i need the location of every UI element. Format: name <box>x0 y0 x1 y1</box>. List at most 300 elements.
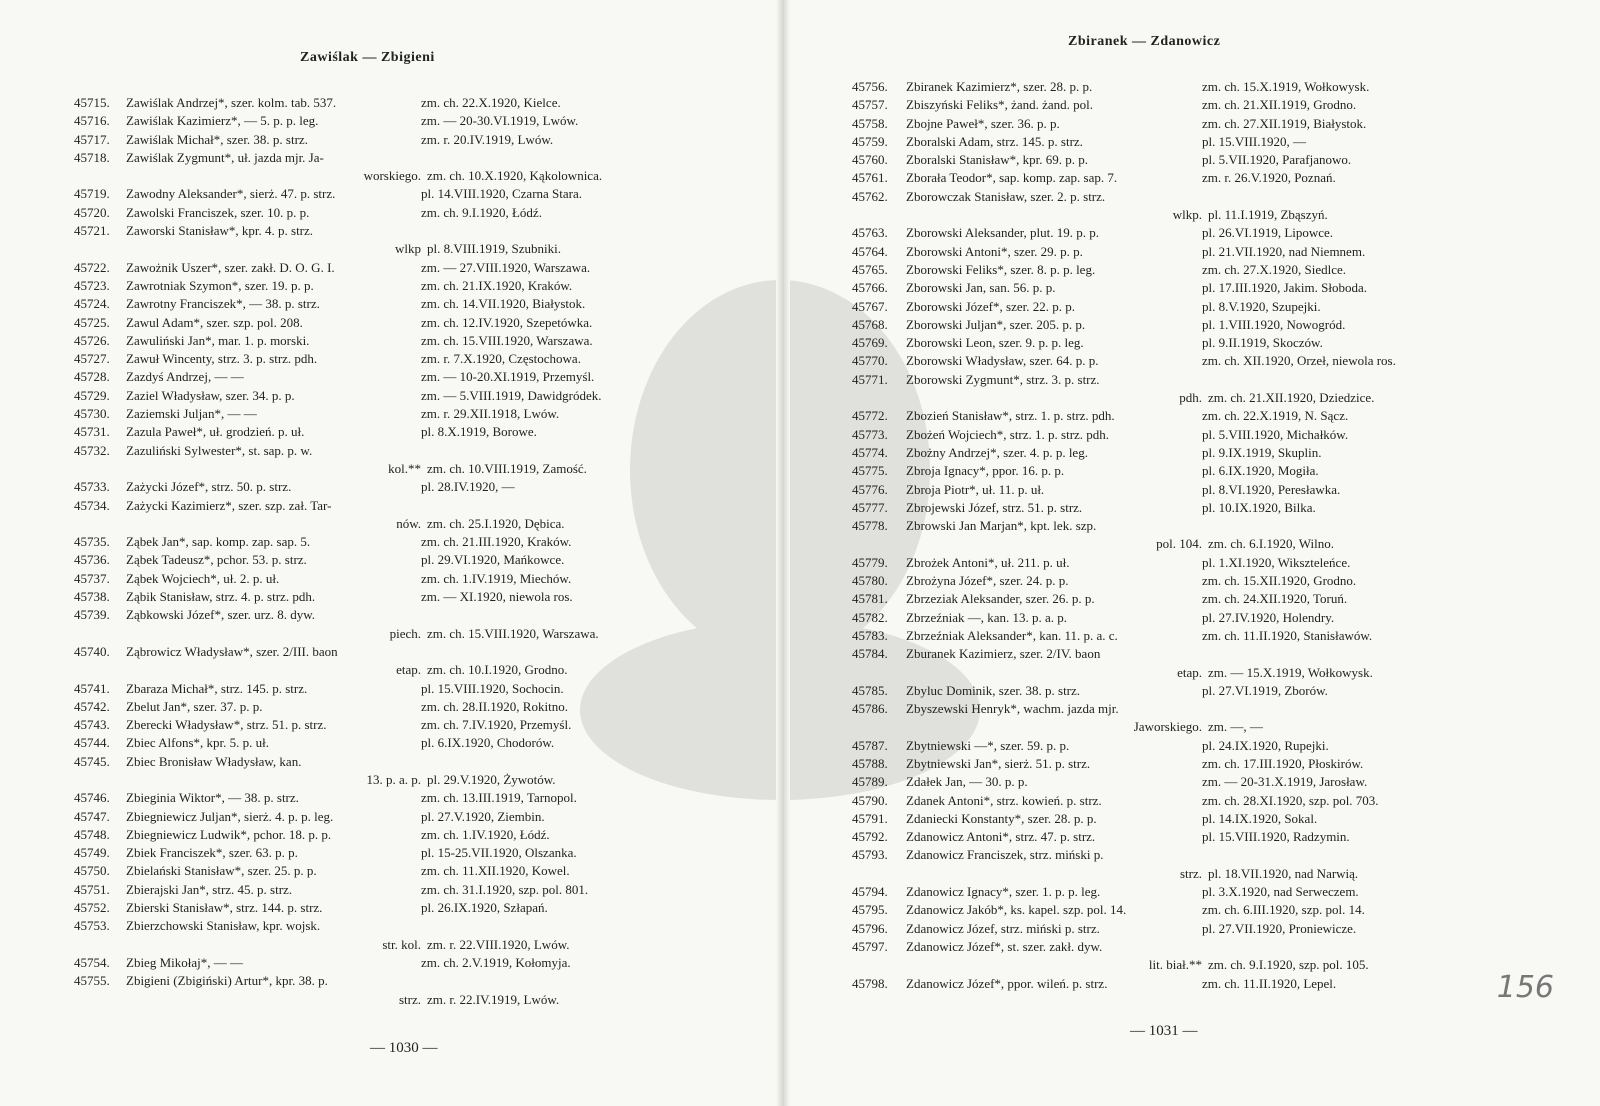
entry-details: zm. ch. 11.II.1920, Stanisławów. <box>1202 627 1373 643</box>
entry-number: 45726. <box>74 332 110 348</box>
entry-number: 45778. <box>852 518 888 534</box>
entry-name: Zbozień Stanisław*, strz. 1. p. strz. pdh. <box>906 408 1115 424</box>
entry-number: 45756. <box>852 79 888 94</box>
entry-name-continued: strz. <box>1179 865 1202 881</box>
entry-details: zm. ch. 14.VII.1920, Białystok. <box>421 296 586 312</box>
entry-name-continued: piech. <box>389 625 421 641</box>
entry-details: zm. ch. 24.XII.1920, Toruń. <box>1202 591 1348 607</box>
entry-name: Zawiślak Andrzej*, szer. kolm. tab. 537. <box>126 95 337 110</box>
entry-row <box>852 627 1396 645</box>
entry-name-continued: kol.** <box>388 460 421 476</box>
entry-name-continued: worskiego. <box>363 168 421 184</box>
entry-continuation <box>852 664 1396 682</box>
entry-row <box>852 773 1396 791</box>
entry-row <box>852 78 1396 96</box>
entry-details: zm. ch. 15.VIII.1920, Warszawa. <box>421 332 593 348</box>
entry-list <box>74 94 602 1009</box>
entry-name: Zbrzeźniak Aleksander*, kan. 11. p. a. c. <box>906 627 1118 643</box>
entry-row <box>852 920 1396 938</box>
entry-number: 45719. <box>74 186 110 202</box>
entry-name: Zbigieni (Zbigiński) Artur*, kpr. 38. p. <box>126 973 328 989</box>
entry-name: Zberecki Władysław*, strz. 51. p. strz. <box>126 717 327 733</box>
entry-number: 45734. <box>74 497 110 513</box>
entry-row <box>852 462 1396 480</box>
entry-details: pl. 14.IX.1920, Sokal. <box>1202 810 1318 826</box>
entry-number: 45718. <box>74 149 110 165</box>
entry-number: 45747. <box>74 808 110 824</box>
entry-name: Zboralski Adam, strz. 145. p. strz. <box>906 133 1083 149</box>
pencil-note: 156 <box>1496 970 1554 1005</box>
entry-name-continued: pdh. <box>1179 390 1202 406</box>
entry-details: pl. 9.IX.1919, Skuplin. <box>1202 444 1322 460</box>
entry-continuation <box>74 991 602 1009</box>
entry-details: zm. ch. 28.II.1920, Rokitno. <box>421 698 568 714</box>
entry-row <box>74 295 602 313</box>
entry-name-continued: lit. biał.** <box>1148 957 1202 973</box>
entry-details: zm. ch. 17.III.1920, Płoskirów. <box>1202 755 1364 771</box>
entry-details: zm. — 10-20.XI.1919, Przemyśl. <box>421 369 595 385</box>
entry-row <box>74 917 602 935</box>
entry-row <box>852 188 1396 206</box>
entry-row <box>74 698 602 716</box>
entry-name-continued: str. kol. <box>382 936 421 952</box>
entry-row <box>74 533 602 551</box>
entry-number: 45789. <box>852 774 888 790</box>
entry-row <box>74 405 602 423</box>
entry-name: Zawolski Franciszek, szer. 10. p. p. <box>126 204 310 220</box>
entry-details: zm. — 20-30.VI.1919, Lwów. <box>421 113 579 129</box>
entry-row <box>852 846 1396 864</box>
entry-number: 45759. <box>852 133 888 149</box>
page-number: — 1031 — <box>1130 1023 1198 1039</box>
entry-name: Zdałek Jan, — 30. p. p. <box>906 774 1028 790</box>
entry-number: 45746. <box>74 790 110 806</box>
entry-name: Zbrożek Antoni*, uł. 211. p. uł. <box>906 554 1070 570</box>
entry-number: 45766. <box>852 280 888 296</box>
entry-name-continued: strz. <box>398 991 421 1007</box>
entry-details: pl. 17.III.1920, Jakim. Słoboda. <box>1202 280 1368 296</box>
entry-number: 45782. <box>852 609 888 625</box>
entry-number: 45751. <box>74 881 110 897</box>
entry-name: Zawul Adam*, szer. szp. pol. 208. <box>126 314 303 330</box>
entry-details: zm. ch. 11.XII.1920, Kowel. <box>421 863 570 879</box>
entry-name: Zbrożyna Józef*, szer. 24. p. p. <box>906 573 1069 589</box>
entry-details: pl. 6.IX.1920, Chodorów. <box>421 735 555 751</box>
entry-name: Zawożnik Uszer*, szer. zakł. D. O. G. I. <box>126 259 335 275</box>
entry-details: zm. ch. 1.IV.1920, Łódź. <box>421 826 550 842</box>
entry-number: 45785. <box>852 682 888 698</box>
entry-name: Ząbek Jan*, sap. komp. zap. sap. 5. <box>126 534 311 550</box>
entry-number: 45777. <box>852 499 888 515</box>
entry-row <box>74 808 602 826</box>
entry-row <box>852 517 1396 535</box>
entry-details: zm. ch. 21.IX.1920, Kraków. <box>421 277 573 293</box>
entry-number: 45730. <box>74 406 110 422</box>
entry-row <box>852 901 1396 919</box>
entry-row <box>852 426 1396 444</box>
entry-number: 45725. <box>74 314 110 330</box>
entry-name: Zborała Teodor*, sap. komp. zap. sap. 7. <box>906 170 1118 186</box>
entry-row <box>74 442 602 460</box>
entry-number: 45755. <box>74 973 110 989</box>
entry-row <box>852 737 1396 755</box>
entry-details: pl. 3.X.1920, nad Serweczem. <box>1202 884 1359 900</box>
entry-details: zm. ch. 6.III.1920, szp. pol. 14. <box>1202 902 1365 918</box>
entry-details: zm. ch. 21.XII.1919, Grodno. <box>1202 97 1357 113</box>
entry-name: Zdanowicz Józef, strz. miński p. strz. <box>906 920 1100 936</box>
entry-name-continued: wlkp. <box>1172 207 1202 223</box>
entry-details: zm. ch. 15.X.1919, Wołkowysk. <box>1202 79 1370 94</box>
entry-details: zm. r. 29.XII.1918, Lwów. <box>421 406 560 422</box>
entry-number: 45765. <box>852 261 888 277</box>
entry-name: Zażycki Kazimierz*, szer. szp. zał. Tar- <box>126 497 332 513</box>
entry-details: zm. — 5.VIII.1919, Dawidgródek. <box>421 387 602 403</box>
entry-name: Zaziemski Juljan*, — — <box>126 406 257 422</box>
entry-name: Zbelut Jan*, szer. 37. p. p. <box>126 698 263 714</box>
entry-name: Zdanowicz Józef*, ppor. wileń. p. strz. <box>906 975 1108 991</box>
entry-details: zm. — 15.X.1919, Wołkowysk. <box>1208 664 1373 680</box>
entry-details: zm. ch. 27.XII.1919, Białystok. <box>1202 115 1367 131</box>
entry-name-continued: nów. <box>396 515 421 531</box>
right-page <box>790 0 1600 1106</box>
entry-name: Ząbik Stanisław, strz. 4. p. strz. pdh. <box>126 589 316 605</box>
entry-details: zm. ch. 11.II.1920, Lepel. <box>1202 975 1337 991</box>
entry-name: Zazuliński Sylwester*, st. sap. p. w. <box>126 442 313 458</box>
entry-number: 45784. <box>852 646 888 662</box>
entry-details: pl. 5.VIII.1920, Michałków. <box>1202 426 1349 442</box>
entry-number: 45733. <box>74 479 110 495</box>
entry-number: 45735. <box>74 534 110 550</box>
entry-row <box>74 94 602 112</box>
entry-row <box>74 844 602 862</box>
entry-number: 45763. <box>852 225 888 241</box>
entry-number: 45797. <box>852 938 888 954</box>
entry-row <box>74 185 602 203</box>
entry-number: 45743. <box>74 717 110 733</box>
entry-details: zm. ch. 25.I.1920, Dębica. <box>427 515 565 531</box>
entry-number: 45779. <box>852 554 888 570</box>
entry-details: zm. r. 22.IV.1919, Lwów. <box>427 991 560 1007</box>
entry-row <box>852 96 1396 114</box>
entry-number: 45742. <box>74 698 110 714</box>
entry-details: zm. ch. 13.III.1919, Tarnopol. <box>421 790 577 806</box>
entry-row <box>74 680 602 698</box>
entry-details: zm. ch. 10.VIII.1919, Zamość. <box>427 460 587 476</box>
entry-row <box>74 222 602 240</box>
entry-number: 45731. <box>74 424 110 440</box>
entry-row <box>852 883 1396 901</box>
entry-details: pl. 27.IV.1920, Holendry. <box>1202 609 1335 625</box>
entry-number: 45757. <box>852 97 888 113</box>
entry-details: pl. 6.IX.1920, Mogiła. <box>1202 463 1319 479</box>
entry-number: 45762. <box>852 188 888 204</box>
entry-row <box>852 645 1396 663</box>
entry-name: Zbieginia Wiktor*, — 38. p. strz. <box>126 790 299 806</box>
entry-name: Zawiślak Zygmunt*, uł. jazda mjr. Ja- <box>126 149 324 165</box>
entry-row <box>852 481 1396 499</box>
entry-name: Zbierzchowski Stanisław, kpr. wojsk. <box>126 918 321 934</box>
entry-continuation <box>852 535 1396 553</box>
entry-name: Zbojne Paweł*, szer. 36. p. p. <box>906 115 1060 131</box>
entry-name: Zbiranek Kazimierz*, szer. 28. p. p. <box>906 79 1093 94</box>
entry-name: Zbroja Piotr*, uł. 11. p. uł. <box>906 481 1045 497</box>
entry-details: zm. ch. 28.XI.1920, szp. pol. 703. <box>1202 792 1379 808</box>
entry-details: pl. 8.VIII.1919, Szubniki. <box>427 241 561 257</box>
page-header: Zbiranek — Zdanowicz <box>1068 34 1221 49</box>
entry-row <box>74 332 602 350</box>
entry-number: 45724. <box>74 296 110 312</box>
entry-name: Zbożeń Wojciech*, strz. 1. p. strz. pdh. <box>906 426 1110 442</box>
entry-number: 45783. <box>852 627 888 643</box>
entry-details: zm. ch. 12.IV.1920, Szepetówka. <box>421 314 593 330</box>
entry-name: Zborowczak Stanisław, szer. 2. p. strz. <box>906 188 1106 204</box>
entry-row <box>852 755 1396 773</box>
entry-number: 45716. <box>74 113 110 129</box>
entry-row <box>852 115 1396 133</box>
entry-number: 45771. <box>852 371 888 387</box>
entry-name: Zawuł Wincenty, strz. 3. p. strz. pdh. <box>126 351 318 367</box>
entry-name: Zdanowicz Jakób*, ks. kapel. szp. pol. 14. <box>906 902 1127 918</box>
entry-name: Zawrotny Franciszek*, — 38. p. strz. <box>126 296 320 312</box>
entry-details: zm. ch. 22.X.1920, Kielce. <box>421 95 561 110</box>
entry-number: 45753. <box>74 918 110 934</box>
entry-name: Zbyluc Dominik, szer. 38. p. strz. <box>906 682 1081 698</box>
entry-name: Zawuliński Jan*, mar. 1. p. morski. <box>126 332 310 348</box>
entry-number: 45792. <box>852 829 888 845</box>
entry-row <box>852 151 1396 169</box>
entry-details: zm. ch. 31.I.1920, szp. pol. 801. <box>421 881 589 897</box>
entry-details: pl. 15.VIII.1920, — <box>1202 133 1306 149</box>
entry-details: zm. ch. 2.V.1919, Kołomyja. <box>421 954 571 970</box>
entry-continuation <box>852 718 1396 736</box>
entry-name: Zborowski Jan, san. 56. p. p. <box>906 280 1056 296</box>
entry-number: 45758. <box>852 115 888 131</box>
entry-details: pl. 1.VIII.1920, Nowogród. <box>1202 316 1346 332</box>
entry-details: pl. 29.V.1920, Żywotów. <box>427 771 556 787</box>
entry-name: Zdanowicz Józef*, st. szer. zakł. dyw. <box>906 938 1103 954</box>
entry-name: Zdanowicz Ignacy*, szer. 1. p. p. leg. <box>906 884 1101 900</box>
entry-number: 45749. <box>74 845 110 861</box>
entry-name: Zbierski Stanisław*, strz. 144. p. strz. <box>126 900 323 916</box>
entry-row <box>74 259 602 277</box>
entry-row <box>852 590 1396 608</box>
entry-row <box>74 954 602 972</box>
entry-number: 45717. <box>74 131 110 147</box>
entry-name: Zborowski Józef*, szer. 22. p. p. <box>906 298 1075 314</box>
entry-details: zm. ch. 15.VIII.1920, Warszawa. <box>427 625 599 641</box>
entry-number: 45741. <box>74 680 110 696</box>
entry-details: pl. 8.VI.1920, Peresławka. <box>1202 481 1341 497</box>
entry-number: 45787. <box>852 737 888 753</box>
entry-details: pl. 27.V.1920, Ziembin. <box>421 808 545 824</box>
entry-details: zm. ch. 15.XII.1920, Grodno. <box>1202 573 1357 589</box>
entry-name-continued: 13. p. a. p. <box>366 771 421 787</box>
entry-number: 45772. <box>852 408 888 424</box>
entry-continuation <box>852 865 1396 883</box>
entry-row <box>74 899 602 917</box>
entry-row <box>852 352 1396 370</box>
entry-details: pl. 1.XI.1920, Wikszteleńce. <box>1202 554 1351 570</box>
entry-continuation <box>74 771 602 789</box>
entry-number: 45796. <box>852 920 888 936</box>
entry-name-continued: pol. 104. <box>1156 536 1202 552</box>
entry-name: Zbożny Andrzej*, szer. 4. p. p. leg. <box>906 444 1088 460</box>
entry-number: 45761. <box>852 170 888 186</box>
entry-row <box>852 700 1396 718</box>
entry-row <box>74 112 602 130</box>
entry-number: 45795. <box>852 902 888 918</box>
entry-name: Zborowski Władysław, szer. 64. p. p. <box>906 353 1099 369</box>
entry-name: Zbiegniewicz Ludwik*, pchor. 18. p. p. <box>126 826 332 842</box>
entry-number: 45739. <box>74 607 110 623</box>
entry-name: Zdanowicz Franciszek, strz. miński p. <box>906 847 1104 863</box>
entry-name: Zaziel Władysław, szer. 34. p. p. <box>126 387 295 403</box>
entry-number: 45727. <box>74 351 110 367</box>
entry-details: zm. ch. 21.III.1920, Kraków. <box>421 534 572 550</box>
entry-details: zm. ch. 7.IV.1920, Przemyśl. <box>421 717 572 733</box>
entry-details: zm. —, — <box>1208 719 1263 735</box>
entry-name: Zboralski Stanisław*, kpr. 69. p. p. <box>906 152 1088 168</box>
entry-details: zm. r. 7.X.1920, Częstochowa. <box>421 351 581 367</box>
entry-row <box>852 316 1396 334</box>
entry-details: pl. 18.VII.1920, nad Narwią. <box>1208 865 1359 881</box>
entry-details: zm. — 20-31.X.1919, Jarosław. <box>1202 774 1368 790</box>
entry-details: pl. 8.X.1919, Borowe. <box>421 424 537 440</box>
entry-name: Zażycki Józef*, strz. 50. p. strz. <box>126 479 292 495</box>
entry-row <box>74 972 602 990</box>
entry-row <box>74 423 602 441</box>
entry-row <box>74 350 602 368</box>
entry-name: Zbroja Ignacy*, ppor. 16. p. p. <box>906 463 1065 479</box>
entry-name: Zazdyś Andrzej, — — <box>126 369 244 385</box>
entry-number: 45788. <box>852 755 888 771</box>
entry-name: Zborowski Leon, szer. 9. p. p. leg. <box>906 335 1084 351</box>
entry-number: 45737. <box>74 570 110 586</box>
entry-number: 45723. <box>74 277 110 293</box>
entry-row <box>74 387 602 405</box>
entry-name: Zbrzeźniak —, kan. 13. p. a. p. <box>906 609 1068 625</box>
entry-details: pl. 5.VII.1920, Parafjanowo. <box>1202 152 1352 168</box>
entry-row <box>852 371 1396 389</box>
entry-number: 45722. <box>74 259 110 275</box>
entry-row <box>852 133 1396 151</box>
entry-continuation <box>74 625 602 643</box>
entry-number: 45720. <box>74 204 110 220</box>
entry-name: Zburanek Kazimierz, szer. 2/IV. baon <box>906 646 1101 662</box>
entry-row <box>852 938 1396 956</box>
entry-number: 45794. <box>852 884 888 900</box>
entry-number: 45744. <box>74 735 110 751</box>
entry-continuation <box>852 389 1396 407</box>
entry-name: Zborowski Feliks*, szer. 8. p. p. leg. <box>906 261 1096 277</box>
entry-number: 45740. <box>74 643 110 659</box>
entry-list <box>852 78 1396 993</box>
entry-name: Zbiszyński Feliks*, żand. żand. pol. <box>906 97 1094 113</box>
entry-row <box>74 478 602 496</box>
entry-number: 45791. <box>852 810 888 826</box>
entry-row <box>74 277 602 295</box>
entry-name: Zborowski Juljan*, szer. 205. p. p. <box>906 316 1086 332</box>
entry-name: Ząbek Wojciech*, uł. 2. p. uł. <box>126 570 280 586</box>
entry-number: 45773. <box>852 426 888 442</box>
entry-name: Zawiślak Michał*, szer. 38. p. strz. <box>126 131 308 147</box>
entry-name: Zawiślak Kazimierz*, — 5. p. p. leg. <box>126 113 319 129</box>
entry-row <box>852 279 1396 297</box>
entry-details: pl. 28.IV.1920, — <box>421 479 515 495</box>
entry-number: 45768. <box>852 316 888 332</box>
entry-row <box>74 643 602 661</box>
entry-details: pl. 15.VIII.1920, Sochocin. <box>421 680 564 696</box>
entry-row <box>852 975 1396 993</box>
entry-row <box>74 881 602 899</box>
entry-details: zm. ch. 9.I.1920, szp. pol. 105. <box>1208 957 1369 973</box>
entry-number: 45767. <box>852 298 888 314</box>
entry-number: 45781. <box>852 591 888 607</box>
page-number: — 1030 — <box>370 1040 438 1056</box>
entry-row <box>74 588 602 606</box>
entry-continuation <box>74 515 602 533</box>
entry-name: Zbiek Franciszek*, szer. 63. p. p. <box>126 845 298 861</box>
entry-details: zm. r. 22.VIII.1920, Lwów. <box>427 936 570 952</box>
entry-continuation <box>74 460 602 478</box>
entry-number: 45769. <box>852 335 888 351</box>
entry-name: Zbierajski Jan*, strz. 45. p. strz. <box>126 881 293 897</box>
entry-number: 45770. <box>852 353 888 369</box>
entry-name: Zborowski Zygmunt*, strz. 3. p. strz. <box>906 371 1100 387</box>
entry-number: 45748. <box>74 826 110 842</box>
entry-name: Ząbrowicz Władysław*, szer. 2/III. baon <box>126 643 338 659</box>
entry-row <box>852 792 1396 810</box>
entry-name: Zawodny Aleksander*, sierż. 47. p. strz. <box>126 186 336 202</box>
entry-name: Zbyszewski Henryk*, wachm. jazda mjr. <box>906 701 1119 717</box>
entry-details: zm. — 27.VIII.1920, Warszawa. <box>421 259 591 275</box>
entry-number: 45754. <box>74 954 110 970</box>
entry-row <box>852 298 1396 316</box>
entry-details: pl. 11.I.1919, Zbąszyń. <box>1208 207 1328 223</box>
entry-number: 45786. <box>852 701 888 717</box>
entry-number: 45798. <box>852 975 888 991</box>
entry-name: Zbrzeziak Aleksander, szer. 26. p. p. <box>906 591 1095 607</box>
entry-row <box>74 753 602 771</box>
entry-row <box>852 444 1396 462</box>
entry-name: Zaworski Stanisław*, kpr. 4. p. strz. <box>126 223 314 239</box>
entry-details: zm. ch. 10.X.1920, Kąkolownica. <box>427 168 603 184</box>
entry-number: 45760. <box>852 152 888 168</box>
entry-row <box>74 497 602 515</box>
entry-details: zm. ch. 27.X.1920, Siedlce. <box>1202 261 1347 277</box>
entry-name: Zdanowicz Antoni*, strz. 47. p. strz. <box>906 829 1096 845</box>
entry-row <box>74 826 602 844</box>
entry-details: zm. r. 20.IV.1919, Lwów. <box>421 131 554 147</box>
entry-row <box>74 551 602 569</box>
entry-details: zm. ch. 6.I.1920, Wilno. <box>1208 536 1334 552</box>
entry-number: 45750. <box>74 863 110 879</box>
entry-name: Zborowski Aleksander, plut. 19. p. p. <box>906 225 1100 241</box>
entry-details: zm. r. 26.V.1920, Poznań. <box>1202 170 1336 186</box>
entry-details: zm. — XI.1920, niewola ros. <box>421 589 573 605</box>
entry-row <box>74 789 602 807</box>
entry-row <box>852 407 1396 425</box>
entry-name: Zdanek Antoni*, strz. kowień. p. strz. <box>906 792 1102 808</box>
entry-number: 45780. <box>852 573 888 589</box>
entry-number: 45764. <box>852 243 888 259</box>
entry-row <box>74 606 602 624</box>
entry-number: 45790. <box>852 792 888 808</box>
entry-number: 45793. <box>852 847 888 863</box>
entry-details: zm. ch. 10.I.1920, Grodno. <box>427 662 568 678</box>
entry-row <box>852 554 1396 572</box>
entry-name-continued: etap. <box>396 662 421 678</box>
